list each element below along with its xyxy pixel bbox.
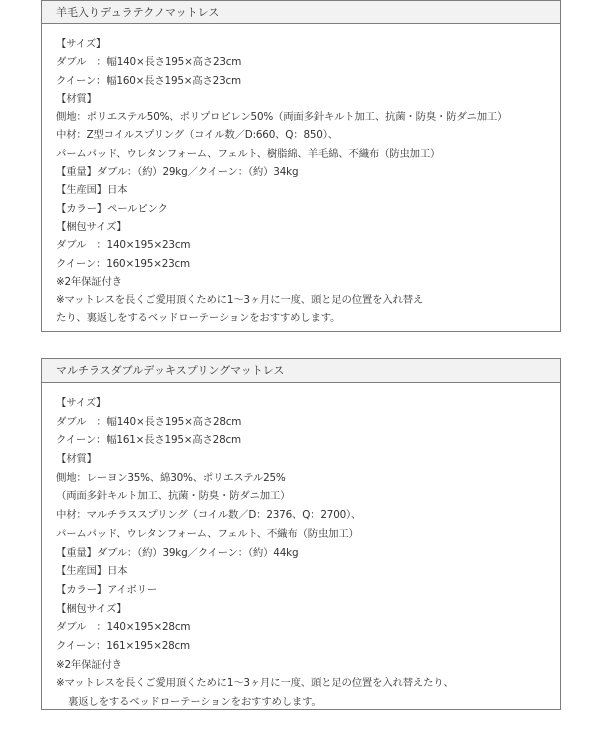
spec-line: パームパッド、ウレタンフォーム、フェルト、樹脂綿、羊毛綿、不織布（防虫加工） bbox=[56, 147, 441, 160]
spec-line: ※マットレスを長くご愛用頂くために1～3ヶ月に一度、頭と足の位置を入れ替え bbox=[56, 294, 424, 307]
spec-line: 【梱包サイズ】 bbox=[56, 220, 127, 233]
spec-line: ダブル ：幅140×長さ195×高さ28cm bbox=[56, 415, 242, 428]
spec-line: 【材質】 bbox=[56, 92, 97, 105]
spec-line: 【カラー】ペールピンク bbox=[56, 202, 168, 215]
spec-line: ダブル ：140×195×28cm bbox=[56, 621, 191, 634]
spec-line: 【サイズ】 bbox=[56, 397, 107, 409]
spec-line: クイーン：161×195×28cm bbox=[56, 639, 190, 652]
spec-line: 【生産国】日本 bbox=[56, 184, 128, 197]
spec-line: 【材質】 bbox=[56, 453, 97, 466]
spec-line: 【梱包サイズ】 bbox=[56, 602, 127, 615]
spec-line: クイーン：幅161×長さ195×高さ28cm bbox=[56, 434, 241, 447]
spec-line: 側地：レーヨン35%、綿30%、ポリエステル25% bbox=[56, 471, 286, 484]
spec-line: 【サイズ】 bbox=[56, 38, 107, 50]
spec-line: ※2年保証付き bbox=[56, 275, 122, 288]
spec-line: 【重量】ダブル：（約）39kg／クイーン：（約）44kg bbox=[56, 546, 299, 559]
spec-list bbox=[42, 383, 560, 712]
spec-line: ※マットレスを長くご愛用頂くために1～3ヶ月に一度、頭と足の位置を入れ替えたり、 bbox=[56, 677, 454, 690]
spec-line: 【生産国】日本 bbox=[56, 565, 128, 578]
spec-line: ダブル ：幅140×長さ195×高さ23cm bbox=[56, 56, 242, 69]
product-spec-panel-duratechno bbox=[41, 0, 561, 332]
product-spec-panel-multilath bbox=[41, 358, 561, 710]
panel-title: マルチラスダブルデッキスプリングマットレス bbox=[42, 359, 560, 383]
spec-list bbox=[42, 24, 560, 328]
spec-line: 裏返しをするベッドローテーションをおすすめします。 bbox=[68, 696, 322, 708]
spec-line: 中材：マルチラススプリング（コイル数／D：2376、Q：2700）、 bbox=[56, 509, 362, 522]
spec-line: 【重量】ダブル：（約）29kg／クイーン：（約）34kg bbox=[56, 166, 299, 179]
spec-line: ダブル ：140×195×23cm bbox=[56, 239, 191, 252]
spec-line: 中材：Z型コイルスプリング（コイル数／D:660、Q：850）、 bbox=[56, 129, 338, 142]
spec-line: パームパッド、ウレタンフォーム、フェルト、不織布（防虫加工） bbox=[56, 527, 359, 540]
spec-line: （両面多針キルト加工、抗菌・防臭・防ダニ加工） bbox=[56, 490, 291, 503]
spec-line: 【カラー】アイボリー bbox=[56, 583, 157, 596]
spec-line: たり、裏返しをするベッドローテーションをおすすめします。 bbox=[56, 312, 341, 325]
spec-line: クイーン：幅160×長さ195×高さ23cm bbox=[56, 74, 241, 87]
spec-line: クイーン：160×195×23cm bbox=[56, 257, 190, 270]
spec-line: 側地：ポリエステル50%、ポリプロピレン50%（両面多針キルト加工、抗菌・防臭・防ダニ加工） bbox=[56, 111, 508, 124]
spec-line: ※2年保証付き bbox=[56, 658, 122, 671]
panel-title: 羊毛入りデュラテクノマットレス bbox=[42, 1, 560, 24]
